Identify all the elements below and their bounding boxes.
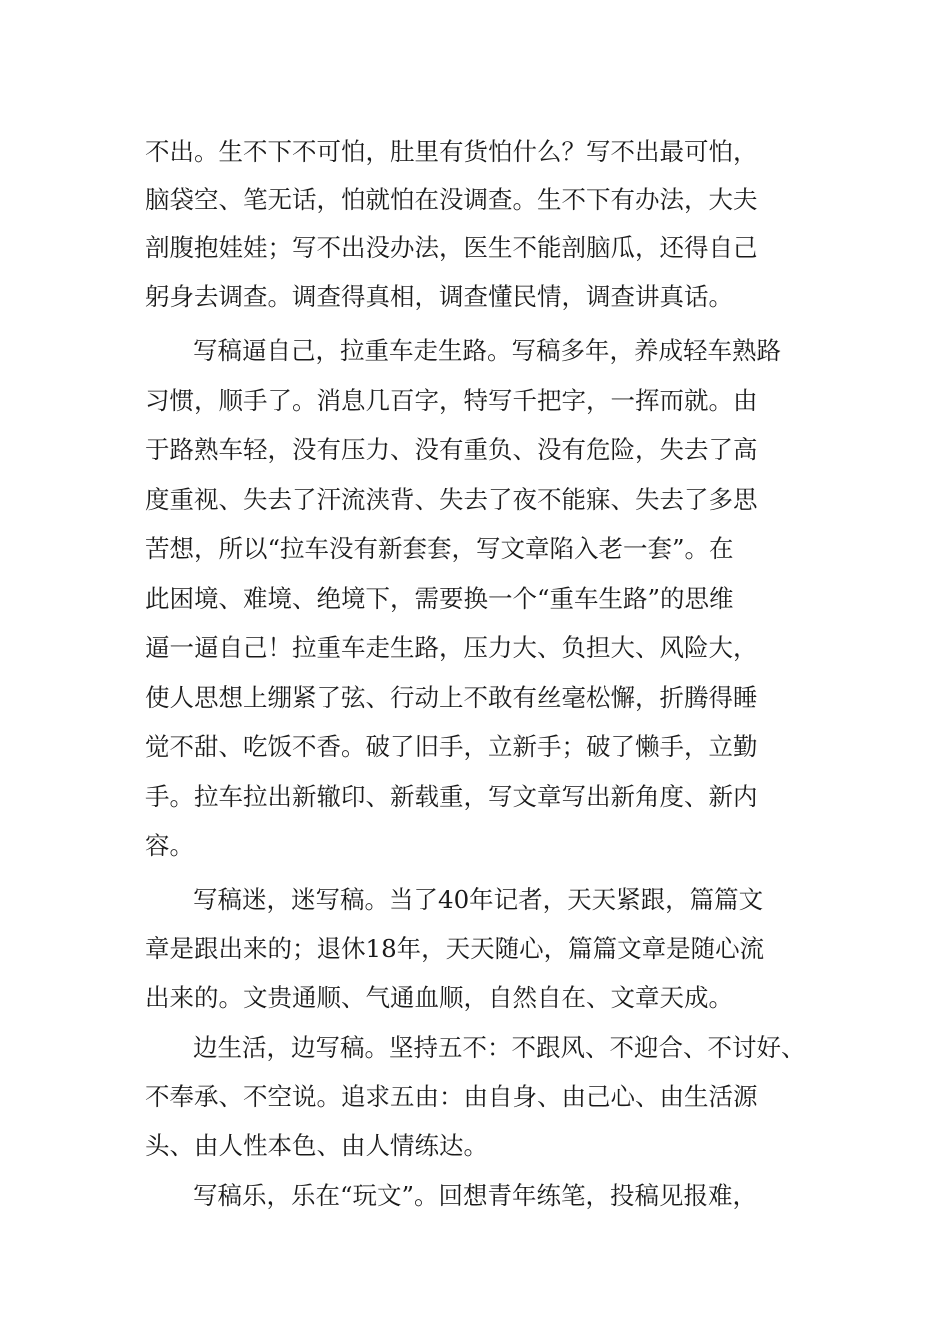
text-line: 手。拉车拉出新辙印、新载重，写文章写出新角度、新内: [145, 782, 758, 811]
paragraph-first-line: 边生活，边写稿。坚持五不：不跟风、不迎合、不讨好、: [193, 1033, 806, 1062]
text-line: 容。: [145, 831, 194, 860]
text-line: 习惯，顺手了。消息几百字，特写千把字，一挥而就。由: [145, 386, 758, 415]
text-line: 出来的。文贵通顺、气通血顺，自然自在、文章天成。: [145, 983, 733, 1012]
text-line: 此困境、难境、绝境下，需要换一个“重车生路”的思维: [145, 584, 734, 613]
text-line: 于路熟车轻，没有压力、没有重负、没有危险，失去了高: [145, 435, 758, 464]
text-line: 苦想，所以“拉车没有新套套，写文章陷入老一套”。在: [145, 534, 734, 563]
paragraph-first-line: 写稿乐，乐在“玩文”。回想青年练笔，投稿见报难，: [193, 1181, 758, 1210]
text-line: 脑袋空、笔无话，怕就怕在没调查。生不下有办法，大夫: [145, 185, 758, 214]
text-line: 使人思想上绷紧了弦、行动上不敢有丝毫松懈，折腾得睡: [145, 683, 758, 712]
text-line: 不奉承、不空说。追求五由：由自身、由己心、由生活源: [145, 1082, 758, 1111]
text-line: 逼一逼自己！拉重车走生路，压力大、负担大、风险大，: [145, 633, 758, 662]
text-line: 度重视、失去了汗流浃背、失去了夜不能寐、失去了多思: [145, 485, 758, 514]
text-line: 不出。生不下不可怕，肚里有货怕什么？写不出最可怕，: [145, 137, 758, 166]
text-line: 剖腹抱娃娃；写不出没办法，医生不能剖脑瓜，还得自己: [145, 233, 758, 262]
text-line: 章是跟出来的；退休18年，天天随心，篇篇文章是随心流: [145, 934, 765, 963]
paragraph-first-line: 写稿迷，迷写稿。当了40年记者，天天紧跟，篇篇文: [193, 885, 764, 914]
text-line: 躬身去调查。调查得真相，调查懂民情，调查讲真话。: [145, 282, 733, 311]
text-line: 觉不甜、吃饭不香。破了旧手，立新手；破了懒手，立勤: [145, 732, 758, 761]
text-line: 头、由人性本色、由人情练达。: [145, 1131, 488, 1160]
paragraph-first-line: 写稿逼自己，拉重车走生路。写稿多年，养成轻车熟路: [193, 336, 781, 365]
